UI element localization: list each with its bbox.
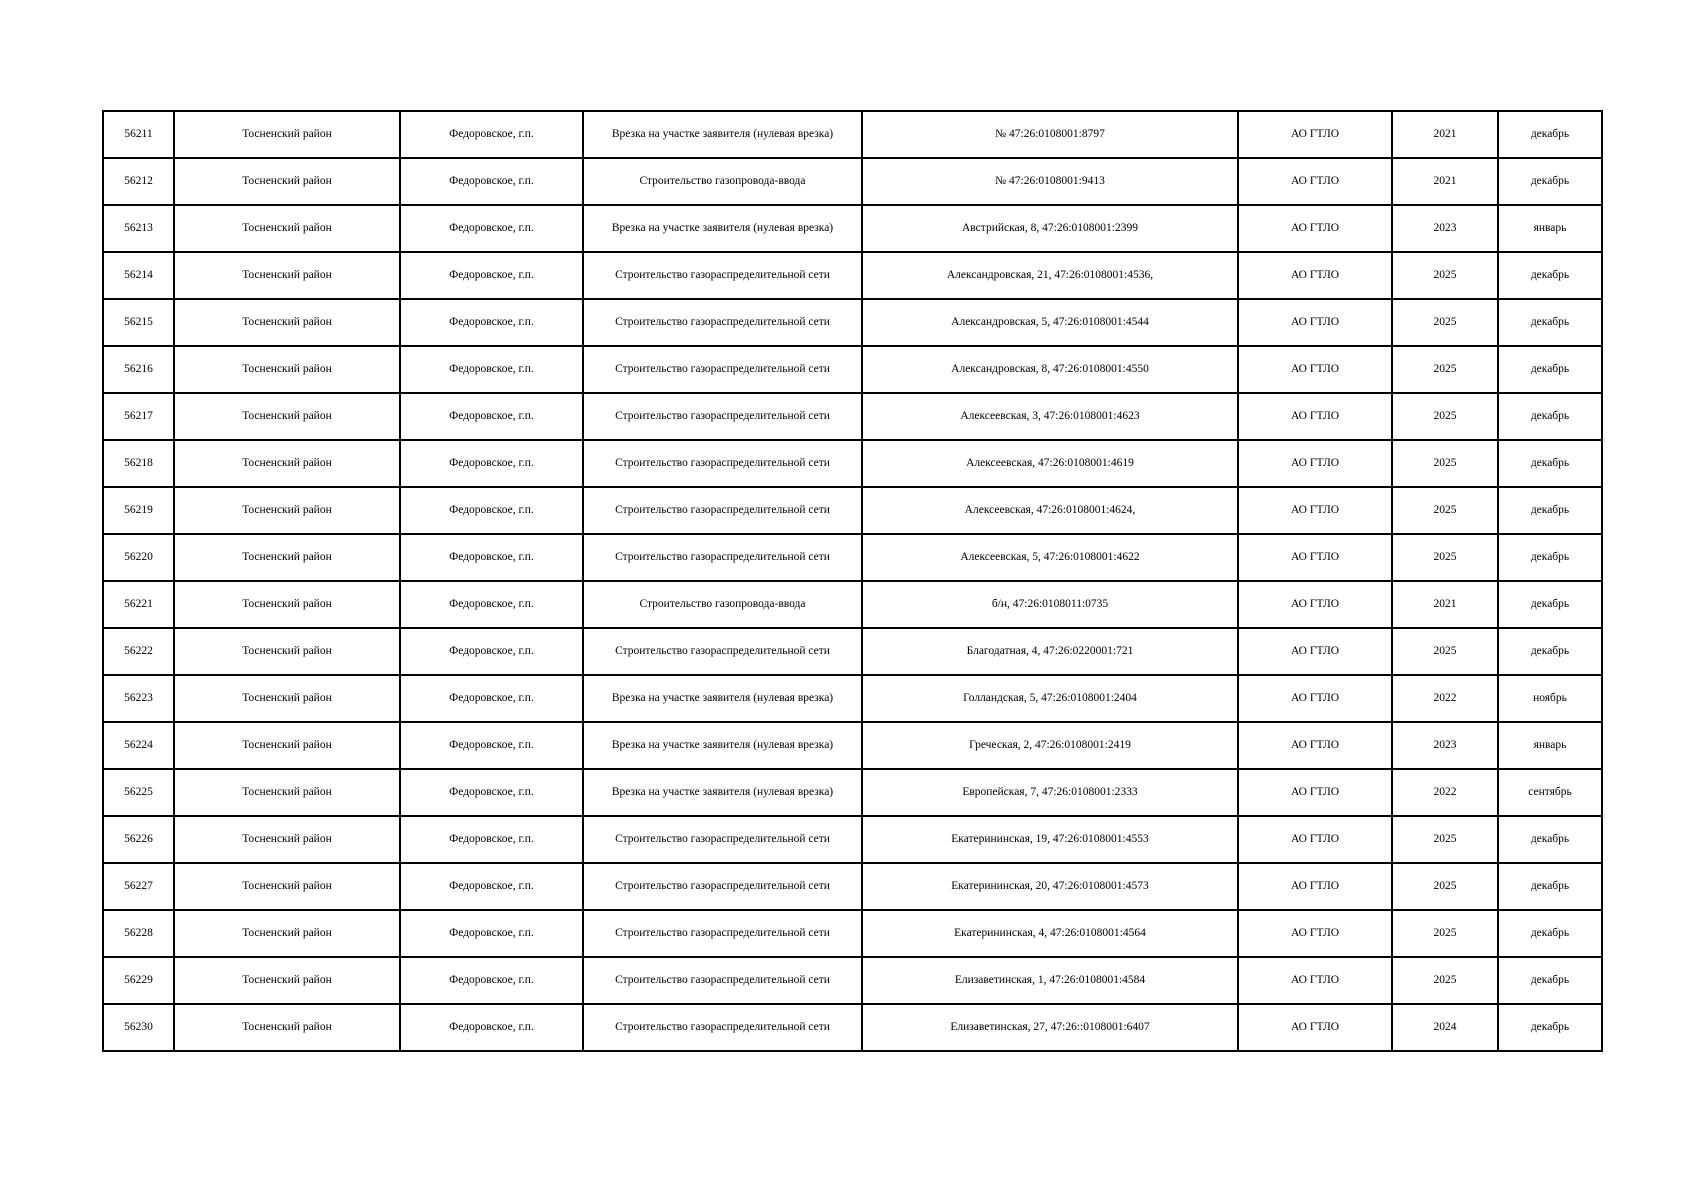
cell-work-type: Врезка на участке заявителя (нулевая врезка) [583, 769, 862, 816]
cell-settlement: Федоровское, г.п. [400, 440, 583, 487]
cell-address-cadastral: б/н, 47:26:0108011:0735 [862, 581, 1238, 628]
cell-month: декабрь [1498, 863, 1602, 910]
cell-organization: АО ГТЛО [1238, 957, 1392, 1004]
table-row [103, 722, 1602, 769]
cell-work-type: Строительство газораспределительной сети [583, 816, 862, 863]
table-row [103, 393, 1602, 440]
cell-work-type: Строительство газораспределительной сети [583, 487, 862, 534]
table-row [103, 957, 1602, 1004]
cell-record-id: 56213 [103, 205, 174, 252]
cell-settlement: Федоровское, г.п. [400, 675, 583, 722]
cell-address-cadastral: Алексеевская, 3, 47:26:0108001:4623 [862, 393, 1238, 440]
cell-settlement: Федоровское, г.п. [400, 534, 583, 581]
cell-address-cadastral: Екатерининская, 20, 47:26:0108001:4573 [862, 863, 1238, 910]
cell-work-type: Врезка на участке заявителя (нулевая врезка) [583, 722, 862, 769]
cell-record-id: 56214 [103, 252, 174, 299]
cell-record-id: 56222 [103, 628, 174, 675]
cell-month: декабрь [1498, 1004, 1602, 1051]
cell-record-id: 56225 [103, 769, 174, 816]
table-row [103, 346, 1602, 393]
table-body [103, 111, 1602, 1051]
cell-work-type: Врезка на участке заявителя (нулевая врезка) [583, 205, 862, 252]
cell-district: Тосненский район [174, 440, 400, 487]
cell-record-id: 56215 [103, 299, 174, 346]
cell-year: 2025 [1392, 346, 1498, 393]
cell-district: Тосненский район [174, 346, 400, 393]
cell-address-cadastral: № 47:26:0108001:9413 [862, 158, 1238, 205]
cell-month: декабрь [1498, 440, 1602, 487]
cell-year: 2025 [1392, 299, 1498, 346]
cell-year: 2025 [1392, 252, 1498, 299]
cell-month: декабрь [1498, 581, 1602, 628]
cell-address-cadastral: Екатерининская, 4, 47:26:0108001:4564 [862, 910, 1238, 957]
cell-settlement: Федоровское, г.п. [400, 769, 583, 816]
table-row [103, 910, 1602, 957]
table-row [103, 299, 1602, 346]
cell-year: 2025 [1392, 816, 1498, 863]
cell-organization: АО ГТЛО [1238, 628, 1392, 675]
cell-year: 2025 [1392, 863, 1498, 910]
cell-address-cadastral: Алексеевская, 47:26:0108001:4619 [862, 440, 1238, 487]
cell-organization: АО ГТЛО [1238, 534, 1392, 581]
cell-year: 2021 [1392, 158, 1498, 205]
cell-organization: АО ГТЛО [1238, 722, 1392, 769]
cell-work-type: Строительство газораспределительной сети [583, 252, 862, 299]
cell-district: Тосненский район [174, 863, 400, 910]
table-row [103, 1004, 1602, 1051]
cell-year: 2025 [1392, 393, 1498, 440]
cell-organization: АО ГТЛО [1238, 205, 1392, 252]
cell-address-cadastral: Голландская, 5, 47:26:0108001:2404 [862, 675, 1238, 722]
cell-settlement: Федоровское, г.п. [400, 252, 583, 299]
cell-district: Тосненский район [174, 910, 400, 957]
cell-organization: АО ГТЛО [1238, 487, 1392, 534]
cell-month: декабрь [1498, 346, 1602, 393]
cell-month: декабрь [1498, 957, 1602, 1004]
cell-settlement: Федоровское, г.п. [400, 299, 583, 346]
cell-year: 2025 [1392, 534, 1498, 581]
cell-record-id: 56229 [103, 957, 174, 1004]
cell-district: Тосненский район [174, 769, 400, 816]
cell-record-id: 56223 [103, 675, 174, 722]
cell-settlement: Федоровское, г.п. [400, 628, 583, 675]
cell-district: Тосненский район [174, 957, 400, 1004]
cell-address-cadastral: Алексеевская, 47:26:0108001:4624, [862, 487, 1238, 534]
cell-district: Тосненский район [174, 581, 400, 628]
cell-settlement: Федоровское, г.п. [400, 722, 583, 769]
table-row [103, 769, 1602, 816]
cell-year: 2024 [1392, 1004, 1498, 1051]
cell-address-cadastral: № 47:26:0108001:8797 [862, 111, 1238, 158]
cell-address-cadastral: Екатерининская, 19, 47:26:0108001:4553 [862, 816, 1238, 863]
table-row [103, 252, 1602, 299]
cell-record-id: 56218 [103, 440, 174, 487]
cell-settlement: Федоровское, г.п. [400, 487, 583, 534]
cell-record-id: 56224 [103, 722, 174, 769]
cell-district: Тосненский район [174, 487, 400, 534]
cell-year: 2022 [1392, 675, 1498, 722]
cell-district: Тосненский район [174, 299, 400, 346]
table-row [103, 863, 1602, 910]
cell-work-type: Строительство газораспределительной сети [583, 440, 862, 487]
table-row [103, 581, 1602, 628]
cell-year: 2023 [1392, 722, 1498, 769]
cell-year: 2021 [1392, 581, 1498, 628]
cell-record-id: 56219 [103, 487, 174, 534]
cell-organization: АО ГТЛО [1238, 863, 1392, 910]
table-row [103, 205, 1602, 252]
cell-record-id: 56227 [103, 863, 174, 910]
cell-organization: АО ГТЛО [1238, 910, 1392, 957]
cell-year: 2025 [1392, 440, 1498, 487]
cell-month: январь [1498, 205, 1602, 252]
cell-district: Тосненский район [174, 675, 400, 722]
cell-district: Тосненский район [174, 628, 400, 675]
cell-month: декабрь [1498, 299, 1602, 346]
cell-work-type: Строительство газораспределительной сети [583, 393, 862, 440]
cell-work-type: Строительство газопровода-ввода [583, 158, 862, 205]
cell-settlement: Федоровское, г.п. [400, 1004, 583, 1051]
cell-address-cadastral: Александровская, 21, 47:26:0108001:4536, [862, 252, 1238, 299]
cell-organization: АО ГТЛО [1238, 299, 1392, 346]
cell-year: 2025 [1392, 957, 1498, 1004]
cell-organization: АО ГТЛО [1238, 440, 1392, 487]
cell-settlement: Федоровское, г.п. [400, 346, 583, 393]
cell-month: январь [1498, 722, 1602, 769]
cell-record-id: 56221 [103, 581, 174, 628]
cell-settlement: Федоровское, г.п. [400, 393, 583, 440]
cell-year: 2025 [1392, 487, 1498, 534]
cell-month: декабрь [1498, 816, 1602, 863]
cell-settlement: Федоровское, г.п. [400, 816, 583, 863]
cell-work-type: Строительство газораспределительной сети [583, 1004, 862, 1051]
cell-organization: АО ГТЛО [1238, 111, 1392, 158]
cell-address-cadastral: Благодатная, 4, 47:26:0220001:721 [862, 628, 1238, 675]
cell-organization: АО ГТЛО [1238, 158, 1392, 205]
cell-work-type: Строительство газораспределительной сети [583, 534, 862, 581]
cell-month: декабрь [1498, 111, 1602, 158]
cell-organization: АО ГТЛО [1238, 252, 1392, 299]
cell-settlement: Федоровское, г.п. [400, 910, 583, 957]
cell-month: декабрь [1498, 628, 1602, 675]
cell-year: 2022 [1392, 769, 1498, 816]
cell-work-type: Строительство газопровода-ввода [583, 581, 862, 628]
cell-record-id: 56216 [103, 346, 174, 393]
table-row [103, 440, 1602, 487]
cell-year: 2021 [1392, 111, 1498, 158]
cell-month: декабрь [1498, 487, 1602, 534]
cell-organization: АО ГТЛО [1238, 675, 1392, 722]
cell-year: 2023 [1392, 205, 1498, 252]
cell-month: декабрь [1498, 252, 1602, 299]
cell-record-id: 56217 [103, 393, 174, 440]
table-row [103, 628, 1602, 675]
cell-district: Тосненский район [174, 1004, 400, 1051]
cell-district: Тосненский район [174, 158, 400, 205]
cell-month: декабрь [1498, 534, 1602, 581]
cell-work-type: Строительство газораспределительной сети [583, 299, 862, 346]
cell-address-cadastral: Австрийская, 8, 47:26:0108001:2399 [862, 205, 1238, 252]
cell-month: сентябрь [1498, 769, 1602, 816]
cell-record-id: 56212 [103, 158, 174, 205]
cell-year: 2025 [1392, 910, 1498, 957]
cell-district: Тосненский район [174, 534, 400, 581]
cell-district: Тосненский район [174, 205, 400, 252]
cell-district: Тосненский район [174, 816, 400, 863]
cell-district: Тосненский район [174, 722, 400, 769]
cell-work-type: Врезка на участке заявителя (нулевая врезка) [583, 111, 862, 158]
cell-record-id: 56226 [103, 816, 174, 863]
cell-settlement: Федоровское, г.п. [400, 581, 583, 628]
cell-settlement: Федоровское, г.п. [400, 111, 583, 158]
cell-work-type: Врезка на участке заявителя (нулевая врезка) [583, 675, 862, 722]
cell-record-id: 56211 [103, 111, 174, 158]
cell-settlement: Федоровское, г.п. [400, 957, 583, 1004]
cell-settlement: Федоровское, г.п. [400, 158, 583, 205]
table-row [103, 158, 1602, 205]
cell-organization: АО ГТЛО [1238, 393, 1392, 440]
cell-address-cadastral: Елизаветинская, 27, 47:26::0108001:6407 [862, 1004, 1238, 1051]
cell-month: декабрь [1498, 393, 1602, 440]
cell-work-type: Строительство газораспределительной сети [583, 628, 862, 675]
cell-record-id: 56228 [103, 910, 174, 957]
table-row [103, 487, 1602, 534]
cell-settlement: Федоровское, г.п. [400, 863, 583, 910]
gasification-registry-table [102, 110, 1603, 1052]
cell-organization: АО ГТЛО [1238, 1004, 1392, 1051]
cell-year: 2025 [1392, 628, 1498, 675]
cell-organization: АО ГТЛО [1238, 346, 1392, 393]
table-row [103, 816, 1602, 863]
cell-address-cadastral: Европейская, 7, 47:26:0108001:2333 [862, 769, 1238, 816]
cell-work-type: Строительство газораспределительной сети [583, 910, 862, 957]
cell-address-cadastral: Греческая, 2, 47:26:0108001:2419 [862, 722, 1238, 769]
cell-record-id: 56230 [103, 1004, 174, 1051]
cell-month: ноябрь [1498, 675, 1602, 722]
cell-organization: АО ГТЛО [1238, 816, 1392, 863]
cell-district: Тосненский район [174, 252, 400, 299]
table-row [103, 111, 1602, 158]
cell-address-cadastral: Александровская, 8, 47:26:0108001:4550 [862, 346, 1238, 393]
cell-work-type: Строительство газораспределительной сети [583, 957, 862, 1004]
cell-address-cadastral: Елизаветинская, 1, 47:26:0108001:4584 [862, 957, 1238, 1004]
table-row [103, 675, 1602, 722]
cell-work-type: Строительство газораспределительной сети [583, 346, 862, 393]
cell-district: Тосненский район [174, 111, 400, 158]
cell-district: Тосненский район [174, 393, 400, 440]
cell-month: декабрь [1498, 910, 1602, 957]
cell-address-cadastral: Алексеевская, 5, 47:26:0108001:4622 [862, 534, 1238, 581]
cell-address-cadastral: Александровская, 5, 47:26:0108001:4544 [862, 299, 1238, 346]
cell-month: декабрь [1498, 158, 1602, 205]
cell-settlement: Федоровское, г.п. [400, 205, 583, 252]
cell-record-id: 56220 [103, 534, 174, 581]
table-row [103, 534, 1602, 581]
cell-work-type: Строительство газораспределительной сети [583, 863, 862, 910]
cell-organization: АО ГТЛО [1238, 769, 1392, 816]
cell-organization: АО ГТЛО [1238, 581, 1392, 628]
